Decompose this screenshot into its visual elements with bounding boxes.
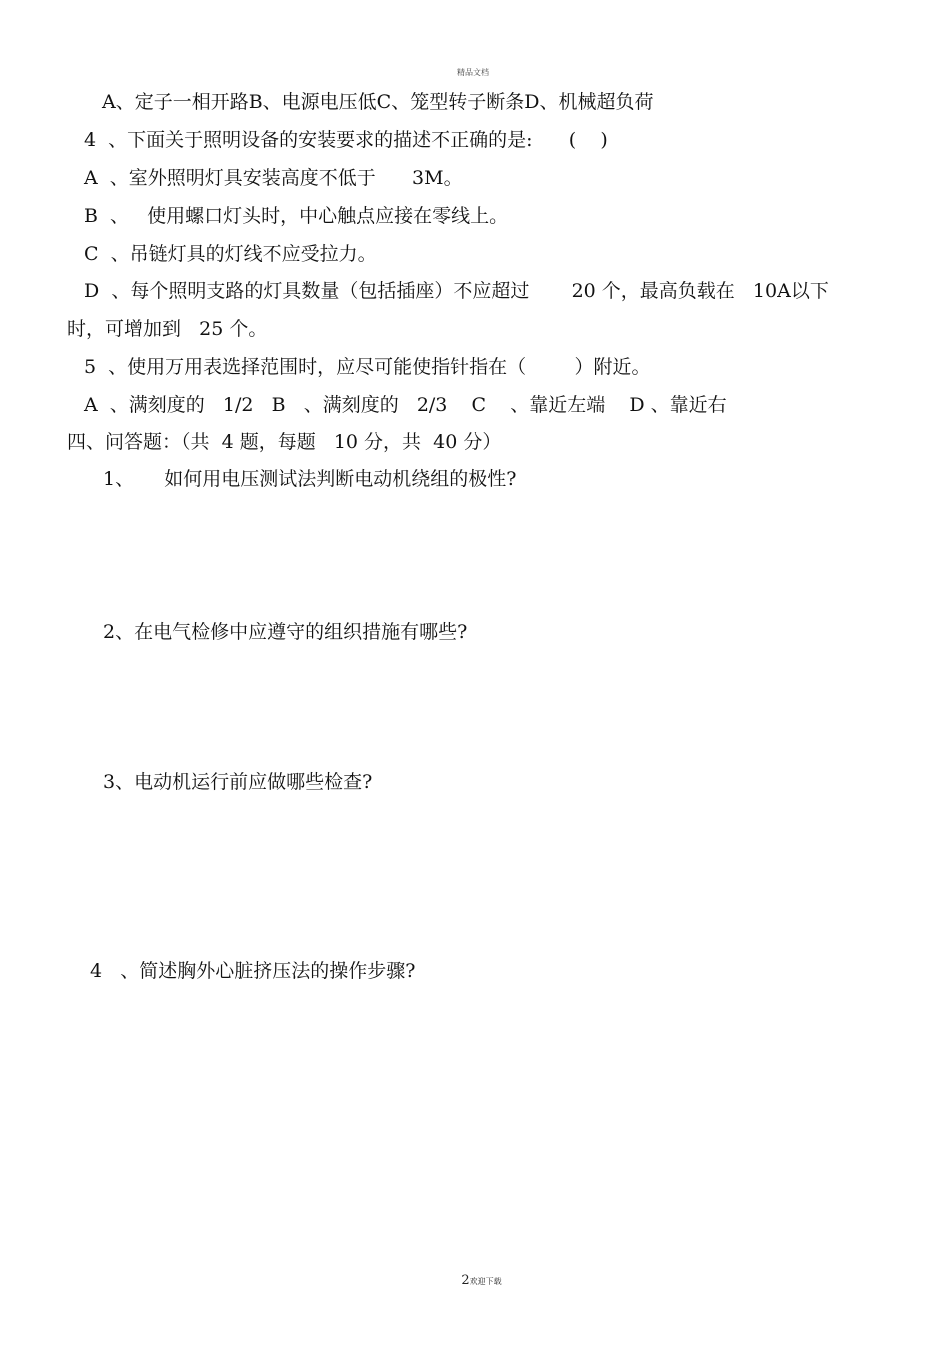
option-4a: A 、室外照明灯具安装高度不低于 3M。 [84, 167, 463, 189]
option-4d-continued: 时，可增加到 25 个。 [67, 318, 268, 340]
essay-question-1: 1、 如何用电压测试法判断电动机绕组的极性? [103, 468, 517, 490]
option-4c: C 、吊链灯具的灯线不应受拉力。 [84, 243, 377, 265]
options-5: A 、满刻度的 1/2 B 、满刻度的 2/3 C 、靠近左端 D 、靠近右 [84, 394, 727, 416]
option-4b: B 、 使用螺口灯头时，中心触点应接在零线上。 [84, 205, 509, 227]
footer-text: 欢迎下载 [469, 1277, 502, 1286]
page-number: 2 [461, 1273, 470, 1288]
option-4d: D 、每个照明支路的灯具数量（包括插座）不应超过 20 个，最高负载在 10A以下 [84, 280, 829, 302]
essay-question-2: 2、在电气检修中应遵守的组织措施有哪些? [103, 621, 468, 643]
page-footer [455, 1262, 502, 1288]
option-line-q3: A、定子一相开路B、电源电压低C、笼型转子断条D、机械超负荷 [102, 91, 654, 113]
page-header: 精品文档 [457, 68, 489, 77]
essay-question-3: 3、电动机运行前应做哪些检查? [103, 771, 373, 793]
question-4: 4 、下面关于照明设备的安装要求的描述不正确的是: ( ) [84, 129, 608, 151]
question-5: 5 、使用万用表选择范围时，应尽可能使指针指在（ ）附近。 [84, 356, 651, 378]
section-title: 四、问答题：（共 4 题，每题 10 分，共 40 分） [67, 431, 502, 453]
essay-question-4: 4 、简述胸外心脏挤压法的操作步骤? [90, 960, 416, 982]
